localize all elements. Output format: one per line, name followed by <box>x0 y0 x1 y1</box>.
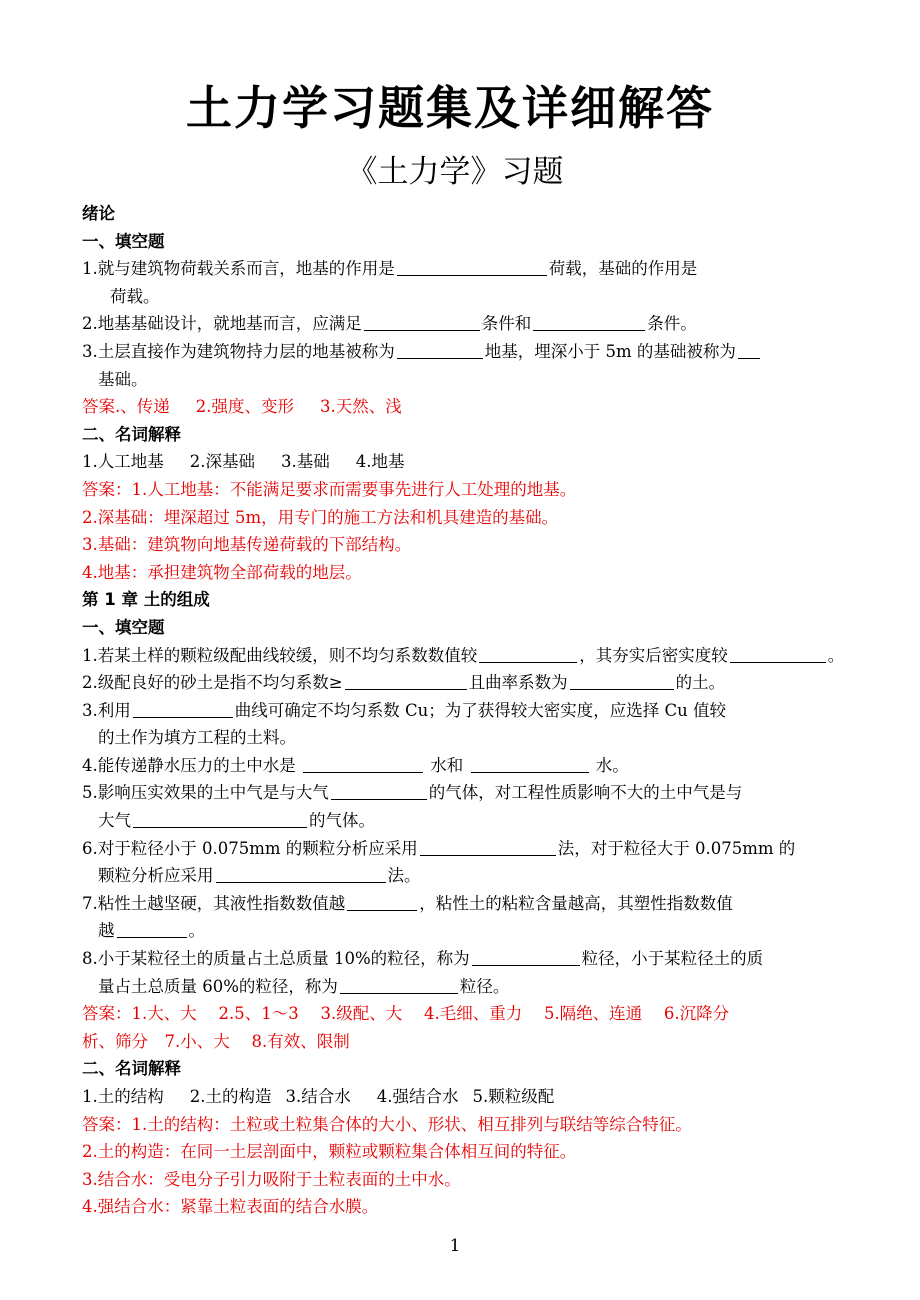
answer-blank <box>331 782 427 800</box>
answer-blank <box>479 645 577 663</box>
question-ch1-8-cont: 量占土总质量 60%的粒径，称为 粒径。 <box>98 976 510 996</box>
answer-blank <box>397 258 547 276</box>
page-number: 1 <box>449 1236 461 1256</box>
question-ch1-2: 2.级配良好的砂土是指不均匀系数≥ 且曲率系数为 的土。 <box>82 673 726 693</box>
answer-blank <box>420 838 556 856</box>
answer-blank <box>117 920 187 938</box>
subheading-fill-blank: 一、填空题 <box>82 231 165 251</box>
answer-ch1-term-4: 4.强结合水：紧靠土粒表面的结合水膜。 <box>82 1197 379 1217</box>
question-ch1-8: 8.小于某粒径土的质量占土总质量 10%的粒径，称为 粒径，小于某粒径土的质 <box>82 949 764 969</box>
question-intro-2: 2.地基基础设计，就地基而言，应满足 条件和 条件。 <box>82 314 697 334</box>
answer-blank <box>533 313 645 331</box>
question-intro-1: 1.就与建筑物荷载关系而言，地基的作用是 荷载，基础的作用是 <box>82 259 698 279</box>
subheading-terms: 二、名词解释 <box>82 424 181 444</box>
answer-blank <box>364 313 480 331</box>
answer-blank <box>472 948 580 966</box>
answer-ch1-term-2: 2.土的构造：在同一土层剖面中，颗粒或颗粒集合体相互间的特征。 <box>82 1142 577 1162</box>
answer-blank <box>730 645 826 663</box>
question-ch1-7: 7.粘性土越坚硬，其液性指数数值越 ，粘性土的粘粒含量越高，其塑性指数数值 <box>82 893 733 913</box>
subheading-terms: 二、名词解释 <box>82 1059 181 1079</box>
answer-blank <box>133 700 233 718</box>
question-ch1-5-cont: 大气 的气体。 <box>98 811 375 831</box>
answer-blank <box>133 810 307 828</box>
section-heading-intro: 绪论 <box>82 204 115 223</box>
terms-list-intro: 1.人工地基 2.深基础 3.基础 4.地基 <box>82 452 405 472</box>
answer-blank <box>397 341 483 359</box>
answer-term-2: 2.深基础：埋深超过 5m，用专门的施工方法和机具建造的基础。 <box>82 507 559 527</box>
question-intro-3-cont: 基础。 <box>98 369 148 389</box>
answer-ch1-term-1: 答案：1.土的结构：土粒或土粒集合体的大小、形状、相互排列与联结等综合特征。 <box>82 1114 692 1134</box>
answer-blank <box>570 672 674 690</box>
answer-term-1: 答案：1.人工地基：不能满足要求而需要事先进行人工处理的地基。 <box>82 479 577 499</box>
answer-term-4: 4.地基：承担建筑物全部荷载的地层。 <box>82 562 362 582</box>
answer-term-3: 3.基础：建筑物向地基传递荷载的下部结构。 <box>82 535 412 555</box>
answer-ch1-fill-line1: 答案：1.大、大 2.5、1～3 3.级配、大 4.毛细、重力 5.隔绝、连通 6.沉降分 <box>82 1004 730 1024</box>
answer-ch1-term-3: 3.结合水：受电分子引力吸附于土粒表面的土中水。 <box>82 1169 461 1189</box>
question-intro-3: 3.土层直接作为建筑物持力层的地基被称为 地基，埋深小于 5m 的基础被称为 <box>82 338 872 366</box>
question-ch1-5: 5.影响压实效果的土中气是与大气 的气体，对工程性质影响不大的土中气是与 <box>82 783 743 803</box>
question-ch1-6-cont: 颗粒分析应采用 法。 <box>98 866 421 886</box>
answer-blank <box>340 976 458 994</box>
question-ch1-3-cont: 的土作为填方工程的土料。 <box>98 728 296 748</box>
answer-blank <box>345 672 467 690</box>
question-ch1-6: 6.对于粒径小于 0.075mm 的颗粒分析应采用 法，对于粒径大于 0.075mm 的 <box>82 838 796 858</box>
question-intro-1-cont: 荷载。 <box>110 286 160 306</box>
question-ch1-1: 1.若某土样的颗粒级配曲线较缓，则不均匀系数数值较 ，其夯实后密实度较 。 <box>82 645 845 665</box>
document-title: 土力学习题集及详细解答 <box>186 81 714 135</box>
document-body <box>82 200 872 1221</box>
question-ch1-4: 4.能传递静水压力的土中水是 水和 水。 <box>82 755 629 775</box>
terms-list-ch1: 1.土的结构 2.土的构造 3.结合水 4.强结合水 5.颗粒级配 <box>82 1087 555 1106</box>
subheading-fill-blank: 一、填空题 <box>82 617 165 637</box>
question-ch1-3: 3.利用 曲线可确定不均匀系数 Cu；为了获得较大密实度，应选择 Cu 值较 <box>82 700 726 720</box>
answer-blank <box>216 865 386 883</box>
answer-blank <box>738 341 760 359</box>
answer-blank <box>347 893 417 911</box>
answer-intro-fill: 答案.、传递 2.强度、变形 3.天然、浅 <box>82 397 402 417</box>
answer-blank <box>471 755 589 773</box>
question-ch1-7-cont: 越 。 <box>98 921 205 941</box>
document-subtitle: 《土力学》习题 <box>346 154 564 190</box>
chapter-heading: 第 1 章 土的组成 <box>82 590 210 610</box>
answer-ch1-fill-line2: 析、筛分 7.小、大 8.有效、限制 <box>82 1031 350 1051</box>
answer-blank <box>303 755 423 773</box>
